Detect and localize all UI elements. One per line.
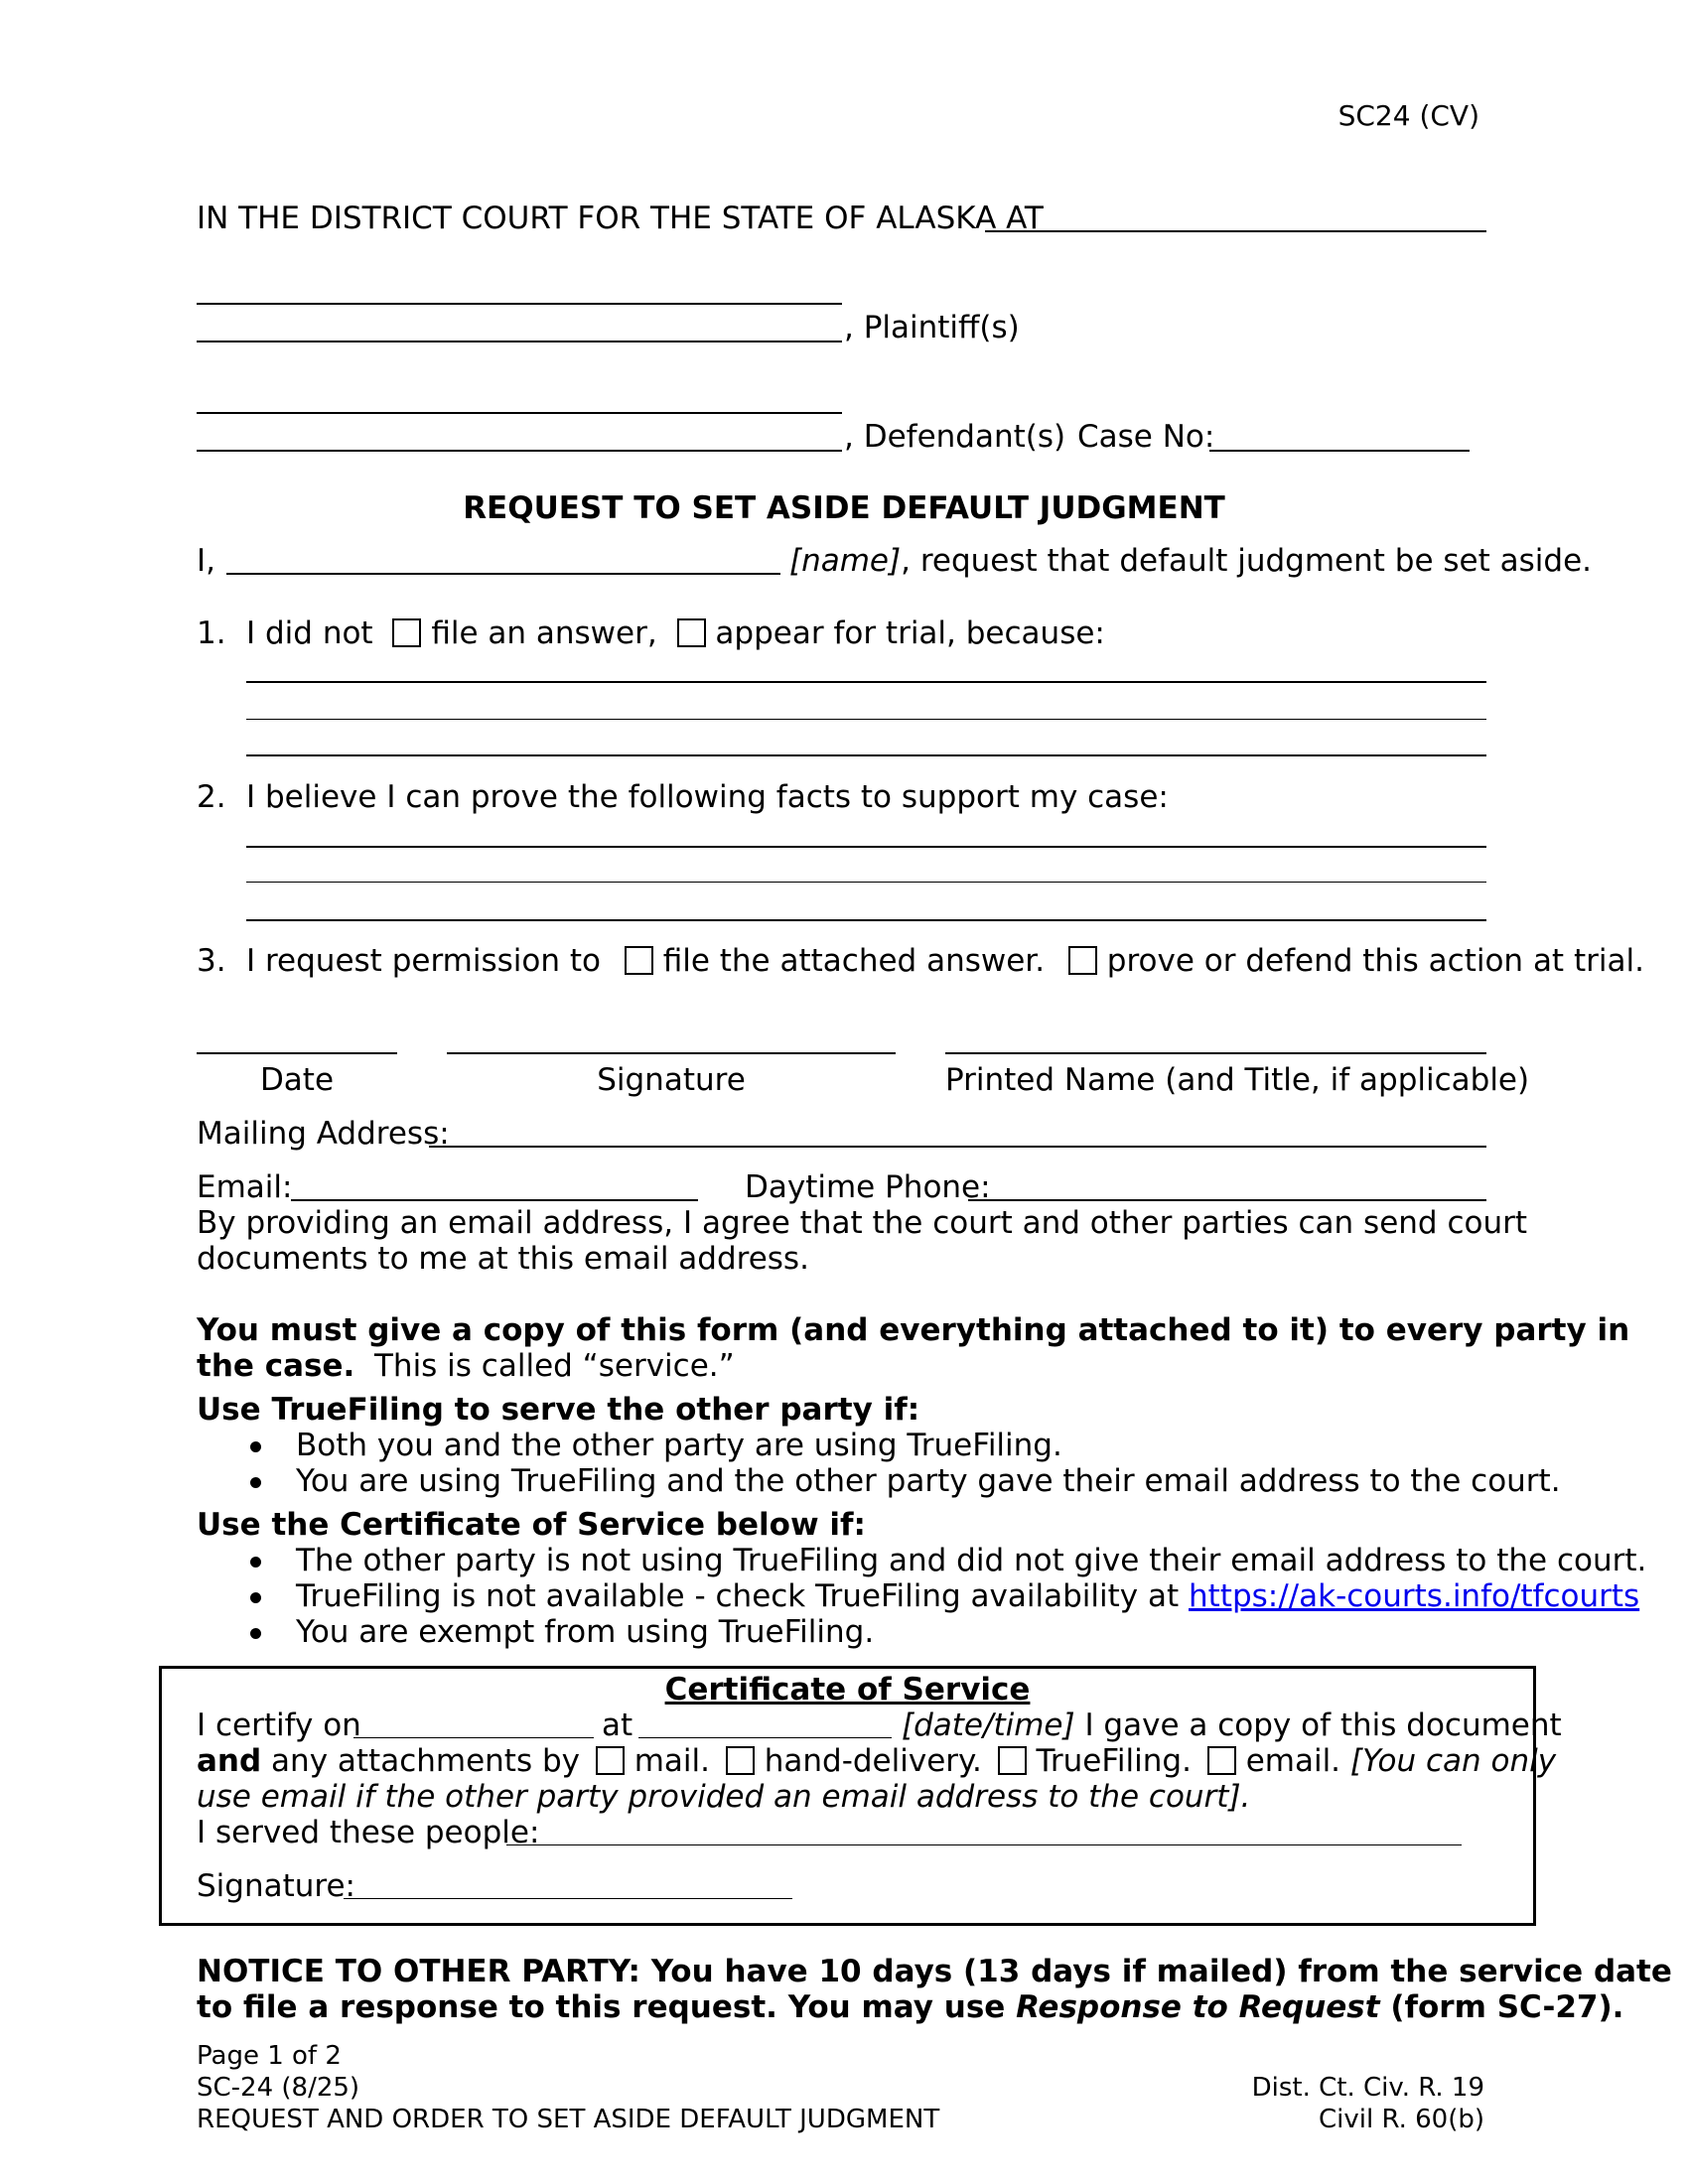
email-consent-line-1: By providing an email address, I agree that the court and other parties can send court xyxy=(197,1205,1528,1241)
item1-number: 1. xyxy=(197,615,226,651)
notice-form-name: Response to Request xyxy=(1016,1989,1380,2025)
truefiling-availability-link[interactable]: https://ak-courts.info/tfcourts xyxy=(1189,1578,1640,1614)
certify-date-field[interactable] xyxy=(353,1737,594,1738)
mail-checkbox[interactable] xyxy=(596,1746,625,1775)
cert-service-heading: Use the Certificate of Service below if: xyxy=(197,1507,866,1543)
form-revision: SC-24 (8/25) xyxy=(197,2073,360,2103)
date-field[interactable] xyxy=(197,1052,397,1054)
email-consent-line-2: documents to me at this email address. xyxy=(197,1241,809,1277)
notice-line-2a: to file a response to this request. You may use xyxy=(197,1989,1006,2025)
item2-number: 2. xyxy=(197,779,226,815)
intro-suffix: , request that default judgment be set aside. xyxy=(901,543,1592,579)
served-people-field[interactable] xyxy=(506,1844,1462,1845)
court-rule-2: Civil R. 60(b) xyxy=(1318,2105,1484,2134)
cert-item-1: The other party is not using TrueFiling and did not give their email address to the court. xyxy=(296,1543,1647,1578)
notice-line-2c: (form SC-27). xyxy=(1390,1989,1624,2025)
email-field[interactable] xyxy=(291,1199,698,1201)
bullet-icon xyxy=(250,1557,261,1568)
item3-lead: I request permission to xyxy=(246,943,601,979)
hand-delivery-checkbox[interactable] xyxy=(726,1746,755,1775)
item1-row xyxy=(246,615,1105,652)
defendant-name-field-1[interactable] xyxy=(197,412,842,414)
attachments-row xyxy=(197,1743,1556,1780)
plaintiff-name-field-1[interactable] xyxy=(197,303,842,305)
truefiling-item-1: Both you and the other party are using TrueFiling. xyxy=(296,1428,1062,1463)
truefiling-heading: Use TrueFiling to serve the other party if: xyxy=(197,1392,920,1428)
certificate-title: Certificate of Service xyxy=(664,1672,1031,1707)
printed-name-label: Printed Name (and Title, if applicable) xyxy=(945,1062,1530,1098)
no-appear-checkbox[interactable] xyxy=(677,618,706,647)
certify-at-label: at xyxy=(602,1707,633,1743)
bullet-icon xyxy=(250,1477,261,1488)
court-location-field[interactable] xyxy=(985,230,1486,232)
mailing-address-field[interactable] xyxy=(429,1146,1486,1148)
reason-line-2[interactable] xyxy=(246,719,1486,720)
service-the-case: the case. xyxy=(197,1348,355,1384)
signature-field[interactable] xyxy=(447,1052,896,1054)
name-hint: [name] xyxy=(789,543,902,579)
page-number: Page 1 of 2 xyxy=(197,2041,342,2071)
served-people-label: I served these people: xyxy=(197,1815,540,1850)
court-heading: IN THE DISTRICT COURT FOR THE STATE OF ALASKA AT xyxy=(197,201,1044,236)
item3-option2: prove or defend this action at trial. xyxy=(1106,943,1644,979)
plaintiff-name-field-2[interactable] xyxy=(197,341,842,342)
email-label: Email: xyxy=(197,1169,293,1205)
mail-label: mail. xyxy=(633,1743,710,1779)
truefiling-item-2: You are using TrueFiling and the other party gave their email address to the court. xyxy=(296,1463,1561,1499)
email-note-2: use email if the other party provided an email address to the court]. xyxy=(197,1779,1251,1815)
hand-delivery-label: hand-delivery. xyxy=(764,1743,982,1779)
case-no-label: Case No: xyxy=(1077,419,1215,455)
facts-line-1[interactable] xyxy=(246,846,1486,848)
service-called: This is called “service.” xyxy=(373,1348,735,1384)
defend-at-trial-checkbox[interactable] xyxy=(1068,946,1097,975)
intro-text xyxy=(789,543,1592,580)
defendant-name-field-2[interactable] xyxy=(197,450,842,452)
defendant-label: , Defendant(s) xyxy=(844,419,1066,455)
item1-lead: I did not xyxy=(246,615,373,651)
service-instruction-line-1: You must give a copy of this form (and everything attached to it) to every party in xyxy=(197,1312,1630,1348)
footer-form-title: REQUEST AND ORDER TO SET ASIDE DEFAULT JUDGMENT xyxy=(197,2105,940,2134)
mailing-address-label: Mailing Address: xyxy=(197,1116,450,1152)
certify-time-field[interactable] xyxy=(638,1737,892,1738)
facts-line-2[interactable] xyxy=(246,882,1486,883)
email-label-cert: email. xyxy=(1245,1743,1341,1779)
facts-line-3[interactable] xyxy=(246,919,1486,921)
date-label: Date xyxy=(259,1062,335,1098)
daytime-phone-field[interactable] xyxy=(968,1199,1486,1201)
signature-label: Signature xyxy=(597,1062,746,1098)
bullet-icon xyxy=(250,1628,261,1639)
bullet-icon xyxy=(250,1441,261,1452)
item1-option2: appear for trial, because: xyxy=(715,615,1105,651)
item3-row xyxy=(246,943,1644,980)
email-checkbox[interactable] xyxy=(1207,1746,1236,1775)
cert-signature-label: Signature: xyxy=(197,1868,355,1904)
requester-name-field[interactable] xyxy=(226,573,780,575)
cert-item-2-text: TrueFiling is not available - check TrueFiling availability at xyxy=(296,1578,1180,1614)
form-code: SC24 (CV) xyxy=(1337,99,1479,132)
notice-line-1: NOTICE TO OTHER PARTY: You have 10 days (13 days if mailed) from the service date xyxy=(197,1954,1672,1989)
plaintiff-label: , Plaintiff(s) xyxy=(844,310,1020,345)
file-answer-checkbox[interactable] xyxy=(625,946,653,975)
service-instruction-line-2 xyxy=(197,1348,735,1385)
certify-line-rest xyxy=(902,1707,1562,1744)
certify-on-label: I certify on xyxy=(197,1707,361,1743)
attachments-by-text: any attachments by xyxy=(271,1743,580,1779)
intro-prefix: I, xyxy=(197,543,215,579)
notice-line-2 xyxy=(197,1989,1623,2026)
reason-line-3[interactable] xyxy=(246,754,1486,756)
email-note-1: [You can only xyxy=(1349,1743,1557,1779)
item2-text: I believe I can prove the following facts to support my case: xyxy=(246,779,1169,815)
daytime-phone-label: Daytime Phone: xyxy=(745,1169,991,1205)
truefiling-label: TrueFiling. xyxy=(1036,1743,1192,1779)
cert-signature-field[interactable] xyxy=(344,1898,792,1899)
and-text: and xyxy=(197,1743,262,1779)
item1-option1: file an answer, xyxy=(431,615,657,651)
truefiling-checkbox[interactable] xyxy=(998,1746,1027,1775)
bullet-icon xyxy=(250,1592,261,1603)
gave-copy-text: I gave a copy of this document xyxy=(1084,1707,1562,1743)
cert-item-2 xyxy=(296,1578,1639,1615)
printed-name-field[interactable] xyxy=(945,1052,1486,1054)
item3-option1: file the attached answer. xyxy=(662,943,1046,979)
reason-line-1[interactable] xyxy=(246,681,1486,683)
document-title: REQUEST TO SET ASIDE DEFAULT JUDGMENT xyxy=(463,490,1225,526)
cert-item-3: You are exempt from using TrueFiling. xyxy=(296,1614,875,1650)
no-answer-checkbox[interactable] xyxy=(392,618,421,647)
item3-number: 3. xyxy=(197,943,226,979)
date-time-hint: [date/time] xyxy=(902,1707,1075,1743)
court-rule-1: Dist. Ct. Civ. R. 19 xyxy=(1251,2073,1484,2103)
case-no-field[interactable] xyxy=(1209,450,1470,452)
